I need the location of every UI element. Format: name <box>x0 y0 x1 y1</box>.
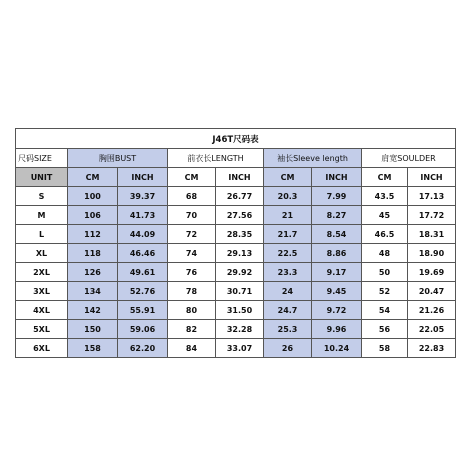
value-cell: 18.90 <box>408 244 456 263</box>
value-cell: 8.54 <box>312 225 362 244</box>
value-cell: 18.31 <box>408 225 456 244</box>
value-cell: 9.17 <box>312 263 362 282</box>
value-cell: 27.56 <box>216 206 264 225</box>
title-row <box>16 129 456 149</box>
value-cell: 52.76 <box>118 282 168 301</box>
value-cell: 23.3 <box>264 263 312 282</box>
value-cell: 150 <box>68 320 118 339</box>
value-cell: 9.96 <box>312 320 362 339</box>
group-header-sleeve: 袖长Sleeve length <box>264 149 362 168</box>
table-row <box>16 282 456 301</box>
group-header-shoulder: 肩宽SOULDER <box>362 149 456 168</box>
value-cell: 41.73 <box>118 206 168 225</box>
size-chart-table <box>15 128 456 358</box>
value-cell: 24 <box>264 282 312 301</box>
value-cell: 30.71 <box>216 282 264 301</box>
value-cell: 46.46 <box>118 244 168 263</box>
table-row <box>16 187 456 206</box>
size-cell: 4XL <box>16 301 68 320</box>
value-cell: 48 <box>362 244 408 263</box>
value-cell: 46.5 <box>362 225 408 244</box>
value-cell: 31.50 <box>216 301 264 320</box>
value-cell: 21.26 <box>408 301 456 320</box>
value-cell: 28.35 <box>216 225 264 244</box>
value-cell: 62.20 <box>118 339 168 358</box>
value-cell: 20.47 <box>408 282 456 301</box>
value-cell: 26.77 <box>216 187 264 206</box>
value-cell: 9.45 <box>312 282 362 301</box>
value-cell: 10.24 <box>312 339 362 358</box>
value-cell: 118 <box>68 244 118 263</box>
size-cell: 6XL <box>16 339 68 358</box>
size-cell: 3XL <box>16 282 68 301</box>
value-cell: 54 <box>362 301 408 320</box>
value-cell: 39.37 <box>118 187 168 206</box>
size-cell: M <box>16 206 68 225</box>
value-cell: 56 <box>362 320 408 339</box>
group-header-bust: 胸围BUST <box>68 149 168 168</box>
value-cell: 52 <box>362 282 408 301</box>
unit-label: UNIT <box>16 168 68 187</box>
unit-cm: CM <box>362 168 408 187</box>
value-cell: 78 <box>168 282 216 301</box>
table-row <box>16 320 456 339</box>
value-cell: 126 <box>68 263 118 282</box>
table-title: J46T尺码表 <box>16 129 456 149</box>
size-header: 尺码SIZE <box>16 149 68 168</box>
value-cell: 29.92 <box>216 263 264 282</box>
value-cell: 17.13 <box>408 187 456 206</box>
unit-inch: INCH <box>118 168 168 187</box>
value-cell: 9.72 <box>312 301 362 320</box>
value-cell: 80 <box>168 301 216 320</box>
size-cell: 2XL <box>16 263 68 282</box>
value-cell: 70 <box>168 206 216 225</box>
size-cell: L <box>16 225 68 244</box>
value-cell: 74 <box>168 244 216 263</box>
value-cell: 8.27 <box>312 206 362 225</box>
table-row <box>16 225 456 244</box>
value-cell: 84 <box>168 339 216 358</box>
group-header-row <box>16 149 456 168</box>
unit-row <box>16 168 456 187</box>
value-cell: 26 <box>264 339 312 358</box>
group-header-length: 前衣长LENGTH <box>168 149 264 168</box>
value-cell: 24.7 <box>264 301 312 320</box>
table-row <box>16 206 456 225</box>
size-cell: S <box>16 187 68 206</box>
value-cell: 20.3 <box>264 187 312 206</box>
value-cell: 7.99 <box>312 187 362 206</box>
value-cell: 82 <box>168 320 216 339</box>
value-cell: 43.5 <box>362 187 408 206</box>
value-cell: 22.83 <box>408 339 456 358</box>
table-row <box>16 263 456 282</box>
value-cell: 19.69 <box>408 263 456 282</box>
unit-inch: INCH <box>408 168 456 187</box>
value-cell: 17.72 <box>408 206 456 225</box>
value-cell: 58 <box>362 339 408 358</box>
size-cell: XL <box>16 244 68 263</box>
value-cell: 29.13 <box>216 244 264 263</box>
value-cell: 76 <box>168 263 216 282</box>
unit-inch: INCH <box>312 168 362 187</box>
value-cell: 59.06 <box>118 320 168 339</box>
table-row <box>16 301 456 320</box>
value-cell: 33.07 <box>216 339 264 358</box>
value-cell: 50 <box>362 263 408 282</box>
unit-cm: CM <box>68 168 118 187</box>
size-cell: 5XL <box>16 320 68 339</box>
value-cell: 49.61 <box>118 263 168 282</box>
value-cell: 44.09 <box>118 225 168 244</box>
value-cell: 112 <box>68 225 118 244</box>
value-cell: 32.28 <box>216 320 264 339</box>
table-row <box>16 339 456 358</box>
unit-inch: INCH <box>216 168 264 187</box>
value-cell: 45 <box>362 206 408 225</box>
value-cell: 21.7 <box>264 225 312 244</box>
value-cell: 72 <box>168 225 216 244</box>
unit-cm: CM <box>264 168 312 187</box>
value-cell: 22.05 <box>408 320 456 339</box>
value-cell: 25.3 <box>264 320 312 339</box>
table-row <box>16 244 456 263</box>
value-cell: 8.86 <box>312 244 362 263</box>
value-cell: 21 <box>264 206 312 225</box>
value-cell: 142 <box>68 301 118 320</box>
value-cell: 22.5 <box>264 244 312 263</box>
value-cell: 106 <box>68 206 118 225</box>
value-cell: 68 <box>168 187 216 206</box>
value-cell: 100 <box>68 187 118 206</box>
unit-cm: CM <box>168 168 216 187</box>
value-cell: 134 <box>68 282 118 301</box>
value-cell: 55.91 <box>118 301 168 320</box>
value-cell: 158 <box>68 339 118 358</box>
